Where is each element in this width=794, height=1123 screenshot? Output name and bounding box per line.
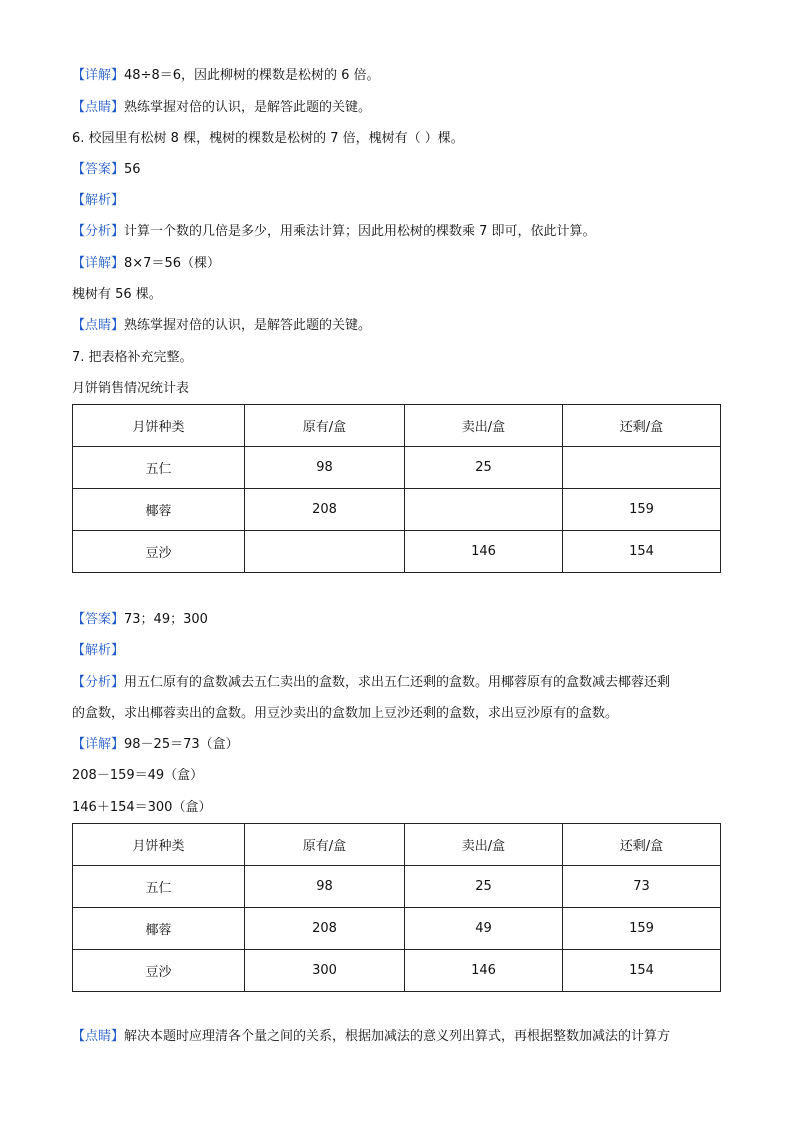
q7-detail-line3: 146＋154＝300（盒）	[72, 800, 212, 815]
comment-tag: 【点睛】	[72, 100, 125, 115]
table-row	[73, 866, 721, 908]
detail-tag: 【详解】	[72, 68, 125, 83]
filled-sales-table	[72, 823, 721, 992]
q7-question: 7. 把表格补充完整。	[72, 350, 193, 365]
prev-detail-line	[72, 67, 380, 85]
q7-comment-line	[72, 1028, 670, 1046]
table-header-row	[73, 824, 721, 866]
blank-sales-table	[72, 404, 721, 573]
q6-analysis-line	[72, 223, 596, 241]
q7-answer-line	[72, 611, 208, 629]
table-cell: 208	[245, 908, 405, 950]
analysis-header-tag: 【解析】	[72, 193, 125, 208]
prev-comment-line	[72, 99, 371, 117]
header-cell: 卖出/盒	[405, 824, 563, 866]
table-cell: 300	[245, 950, 405, 992]
answer-tag: 【答案】	[72, 162, 125, 177]
table-cell: 25	[405, 447, 563, 489]
q7-answer-text: 73；49；300	[124, 612, 208, 627]
comment-tag: 【点睛】	[72, 318, 125, 333]
table-cell: 豆沙	[73, 950, 245, 992]
table-cell	[245, 531, 405, 573]
q7-table-title: 月饼销售情况统计表	[72, 381, 190, 396]
prev-comment-text: 熟练掌握对倍的认识，是解答此题的关键。	[124, 100, 372, 115]
table-cell: 五仁	[73, 866, 245, 908]
q6-detail-line	[72, 255, 220, 273]
q7-analysis-line1	[72, 674, 670, 692]
table-cell: 208	[245, 489, 405, 531]
table-cell: 154	[563, 950, 721, 992]
answer-tag: 【答案】	[72, 612, 125, 627]
q7-detail-text1: 98－25＝73（盒）	[124, 737, 239, 752]
table-cell: 146	[405, 950, 563, 992]
table-cell: 49	[405, 908, 563, 950]
q6-comment-text: 熟练掌握对倍的认识，是解答此题的关键。	[124, 318, 372, 333]
analysis-tag: 【分析】	[72, 224, 125, 239]
q6-question: 6. 校园里有松树 8 棵，槐树的棵数是松树的 7 倍，槐树有（ ）棵。	[72, 131, 464, 146]
q6-comment-line	[72, 317, 371, 335]
detail-tag: 【详解】	[72, 256, 125, 271]
q7-analysis-header	[72, 642, 124, 660]
table-cell: 98	[245, 866, 405, 908]
q6-answer-line	[72, 161, 141, 179]
analysis-header-tag: 【解析】	[72, 643, 125, 658]
q6-detail-line2: 槐树有 56 棵。	[72, 287, 162, 302]
table-row	[73, 447, 721, 489]
table-cell: 154	[563, 531, 721, 573]
table-cell	[405, 489, 563, 531]
q6-answer-text: 56	[124, 162, 141, 177]
table-cell: 五仁	[73, 447, 245, 489]
table-cell: 25	[405, 866, 563, 908]
q7-analysis-line2: 的盒数，求出椰蓉卖出的盒数。用豆沙卖出的盒数加上豆沙还剩的盒数，求出豆沙原有的盒数。	[72, 706, 619, 721]
table-row	[73, 489, 721, 531]
table-cell: 159	[563, 908, 721, 950]
q7-detail-line1	[72, 736, 239, 754]
q6-analysis-text: 计算一个数的几倍是多少，用乘法计算；因此用松树的棵数乘 7 即可，依此计算。	[124, 224, 596, 239]
table-header-row	[73, 405, 721, 447]
q6-analysis-header	[72, 192, 124, 210]
table-cell: 椰蓉	[73, 908, 245, 950]
header-cell: 卖出/盒	[405, 405, 563, 447]
table-cell: 159	[563, 489, 721, 531]
table-row	[73, 950, 721, 992]
header-cell: 原有/盒	[245, 824, 405, 866]
table-cell: 146	[405, 531, 563, 573]
header-cell: 还剩/盒	[563, 405, 721, 447]
detail-tag: 【详解】	[72, 737, 125, 752]
table-cell	[563, 447, 721, 489]
q6-detail-text: 8×7＝56（棵）	[124, 256, 220, 271]
table-cell: 椰蓉	[73, 489, 245, 531]
prev-detail-text: 48÷8＝6，因此柳树的棵数是松树的 6 倍。	[124, 68, 380, 83]
header-cell: 原有/盒	[245, 405, 405, 447]
q7-analysis-text1: 用五仁原有的盒数减去五仁卖出的盒数，求出五仁还剩的盒数。用椰蓉原有的盒数减去椰蓉还剩	[124, 675, 671, 690]
table-row	[73, 908, 721, 950]
table-cell: 98	[245, 447, 405, 489]
q7-detail-line2: 208－159＝49（盒）	[72, 768, 204, 783]
comment-tag: 【点睛】	[72, 1029, 125, 1044]
header-cell: 月饼种类	[73, 824, 245, 866]
table-cell: 豆沙	[73, 531, 245, 573]
q7-comment-text: 解决本题时应理清各个量之间的关系，根据加减法的意义列出算式，再根据整数加减法的计算方	[124, 1029, 671, 1044]
header-cell: 月饼种类	[73, 405, 245, 447]
header-cell: 还剩/盒	[563, 824, 721, 866]
table-cell: 73	[563, 866, 721, 908]
analysis-tag: 【分析】	[72, 675, 125, 690]
table-row	[73, 531, 721, 573]
